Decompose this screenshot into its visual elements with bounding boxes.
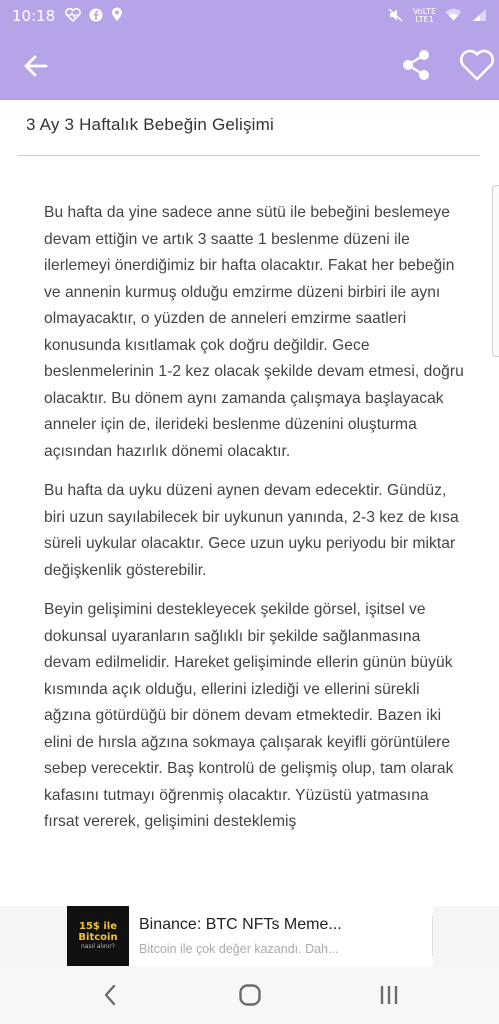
arrow-left-icon	[20, 50, 52, 82]
ad-banner[interactable]	[0, 906, 499, 966]
volte-icon	[413, 8, 436, 24]
article-body[interactable]	[44, 200, 464, 896]
nav-home-icon	[237, 982, 263, 1008]
ad-thumbnail[interactable]	[67, 906, 129, 966]
share-icon	[400, 48, 432, 82]
nav-back-button[interactable]	[98, 982, 124, 1008]
ad-subtitle: Bitcoin ile çok değer kazandı. Dah...	[139, 942, 339, 956]
article-paragraph: Bu hafta da uyku düzeni aynen devam edecektir. Gündüz, biri uzun sayılabilecek bir uykunun yanında, 2-3 kez de kısa süreli uykular olacaktır. Gece uzun uyku periyodu bir miktar değişkenlik gösterebilir.	[44, 482, 459, 579]
ad-content[interactable]	[67, 906, 433, 966]
facebook-icon	[89, 7, 103, 26]
page-title: 3 Ay 3 Haftalık Bebeğin Gelişimi	[26, 115, 274, 134]
nav-recents-button[interactable]	[375, 982, 403, 1008]
scroll-indicator[interactable]	[492, 185, 499, 357]
article-paragraph: Beyin gelişimini destekleyecek şekilde görsel, işitsel ve dokunsal uyaranların sağlıklı bir şekilde sağlanmasına devam edilmelidir. Hareket gelişiminde ellerin günün büyük kısmında açık olduğu, ellerini izlediği ve ellerini sürekli ağzına götürdüğü bir dönem devam etmektedir. Bazen iki elini de hırsla ağzına sokmaya çalışarak keyifli görüntülere sebep verecektir. Baş kontrolü de gelişmiş olup, tam olarak kafasını tutmayı öğrenmiş olacaktır. Yüzüstü yatmasına fırsat vererek, gelişimini desteklemiş	[44, 601, 454, 830]
location-icon	[111, 7, 123, 26]
heart-monitor-icon	[65, 7, 81, 26]
share-button[interactable]	[400, 48, 432, 82]
nav-home-button[interactable]	[237, 982, 263, 1008]
favorite-button[interactable]	[458, 47, 496, 83]
system-nav-bar	[0, 966, 499, 1024]
ad-thumb-line-3: nasıl alınır?	[81, 943, 115, 950]
status-left-icons	[65, 7, 123, 26]
volte-label-1: VoLTE	[412, 7, 436, 16]
nav-back-icon	[98, 982, 124, 1008]
volte-label-2: LTE1	[415, 15, 434, 24]
heart-outline-icon	[458, 47, 496, 83]
mute-icon	[388, 8, 404, 25]
title-divider	[18, 155, 480, 156]
ad-thumb-line-2: Bitcoin	[78, 932, 118, 943]
status-bar	[0, 0, 499, 32]
back-button[interactable]	[20, 50, 52, 82]
ad-divider	[432, 916, 433, 956]
signal-icon	[471, 8, 487, 25]
status-right-icons	[388, 8, 487, 25]
wifi-icon	[445, 8, 462, 24]
nav-recents-icon	[375, 982, 403, 1008]
app-bar	[0, 32, 499, 100]
ad-title: Binance: BTC NFTs Meme...	[139, 916, 342, 933]
article-paragraph: Bu hafta da yine sadece anne sütü ile bebeğini beslemeye devam ettiğin ve artık 3 saatte 1 beslenme düzeni ile ilerlemeyi önerdiğimiz bir hafta olacaktır. Fakat her bebeğin ve annenin kurmuş olduğu emzirme düzeni birbiri ile aynı olmayacaktır, o yüzden de anneleri emzirme saatleri konusunda kısıtlamak çok doğru değildir. Gece beslenmelerinin 1-2 kez olacak şekilde devam etmesi, doğru olacaktır. Bu dönem aynı zamanda çalışmaya başlayacak anneler için de, ilerideki beslenme düzenini oluşturma açısından hazırlık dönemi olacaktır.	[44, 204, 464, 460]
status-time: 10:18	[12, 7, 56, 25]
ad-thumb-line-1: 15$ ile	[79, 921, 117, 932]
ad-text[interactable]	[129, 914, 419, 958]
